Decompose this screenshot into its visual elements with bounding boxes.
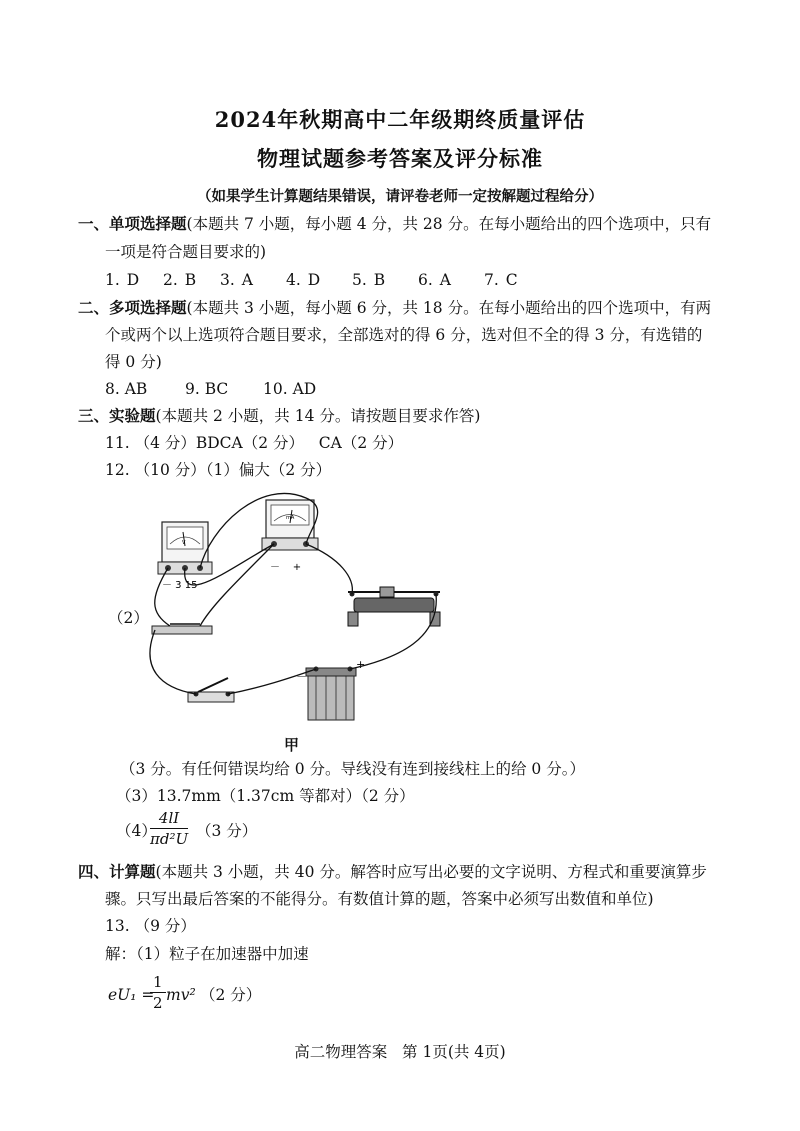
- equation-left: eU₁ =: [108, 986, 155, 1004]
- section2-desc-3: 得 0 分): [105, 353, 162, 371]
- section1-answers: [105, 270, 518, 290]
- answer-6: 6. A: [418, 271, 451, 289]
- grading-note: （如果学生计算题结果错误，请评卷老师一定按解题过程给分）: [197, 188, 603, 205]
- battery-minus-label: －: [296, 670, 307, 683]
- voltmeter-terminal-labels: － 3 15: [162, 580, 198, 591]
- answer-1: 1. D: [105, 271, 140, 289]
- equation-score: （2 分）: [200, 986, 262, 1004]
- section1-line1: [78, 214, 711, 234]
- document-subtitle: 物理试题参考答案及评分标准: [257, 146, 543, 171]
- answer-3: 3. A: [220, 271, 253, 289]
- diagram-caption: 甲: [284, 736, 300, 754]
- section4-desc-1: (本题共 3 小题，共 40 分。解答时应写出必要的文字说明、方程式和重要演算步: [155, 863, 707, 881]
- section4-line1: [78, 862, 707, 882]
- answer-8: 8. AB: [105, 380, 148, 398]
- equation-fraction-denominator: 2: [153, 994, 163, 1012]
- switch: [188, 678, 234, 702]
- equation-fraction-numerator: 1: [150, 973, 166, 993]
- svg-text:V: V: [182, 540, 186, 546]
- ammeter: [262, 500, 318, 550]
- part3-answer: （3）13.7mm（1.37cm 等都对）（2 分）: [116, 787, 415, 805]
- section1-desc-2: 一项是符合题目要求的): [105, 243, 267, 261]
- part2-note: （3 分。有任何错误均给 0 分。导线没有连到接线柱上的给 0 分。）: [120, 760, 585, 778]
- circuit-diagram: [140, 488, 460, 748]
- part4-fraction: [150, 809, 188, 848]
- section3-desc: (本题共 2 小题，共 14 分。请按题目要求作答): [155, 407, 481, 425]
- rheostat: [348, 587, 440, 626]
- section3-line1: [78, 406, 480, 426]
- part4-denominator: πd²U: [150, 830, 189, 848]
- answer-5: 5. B: [352, 271, 386, 289]
- equation-fraction: [150, 973, 166, 1012]
- voltmeter: [158, 522, 212, 574]
- section4-desc-2: 骤。只写出最后答案的不能得分。有数值计算的题，答案中必须写出数值和单位): [105, 890, 654, 908]
- section1-desc-1: (本题共 7 小题，每小题 4 分，共 28 分。在每小题给出的四个选项中，只有: [186, 215, 712, 233]
- part4-label: （4）: [116, 822, 157, 840]
- question-11-answer: 11. （4 分）BDCA（2 分） CA（2 分）: [105, 434, 404, 452]
- answer-7: 7. C: [484, 271, 518, 289]
- part4-numerator: 4lI: [150, 809, 188, 829]
- sample-resistor: [152, 624, 212, 634]
- document-title: 2024年秋期高中二年级期终质量评估: [214, 107, 586, 132]
- solution-intro: 解：（1）粒子在加速器中加速: [105, 945, 309, 963]
- ammeter-terminal-labels: － +: [270, 562, 302, 573]
- part2-label: （2）: [108, 609, 149, 627]
- section2-answers: [105, 379, 316, 399]
- battery: [306, 667, 356, 721]
- part4-score: （3 分）: [196, 822, 258, 840]
- section2-desc-1: (本题共 3 小题，每小题 6 分，共 18 分。在每小题给出的四个选项中，有两: [186, 299, 712, 317]
- answer-9: 9. BC: [185, 380, 229, 398]
- question-12-answer: 12. （10 分）（1）偏大（2 分）: [105, 461, 332, 479]
- svg-text:mA: mA: [286, 515, 295, 521]
- equation-right: mv²: [166, 986, 196, 1004]
- section2-heading: 二、多项选择题: [78, 298, 187, 317]
- section3-heading: 三、实验题: [78, 406, 156, 425]
- question-13-label: 13. （9 分）: [105, 917, 196, 935]
- section2-desc-2: 个或两个以上选项符合题目要求，全部选对的得 6 分，选对但不全的得 3 分，有选错的: [105, 326, 703, 344]
- battery-plus-label: +: [356, 658, 366, 671]
- section2-line1: [78, 298, 711, 318]
- section4-heading: 四、计算题: [78, 862, 156, 881]
- answer-2: 2. B: [163, 271, 197, 289]
- answer-4: 4. D: [286, 271, 321, 289]
- page-footer: 高二物理答案 第 1页(共 4页): [294, 1043, 506, 1061]
- section1-heading: 一、单项选择题: [78, 214, 187, 233]
- answer-10: 10. AD: [263, 380, 317, 398]
